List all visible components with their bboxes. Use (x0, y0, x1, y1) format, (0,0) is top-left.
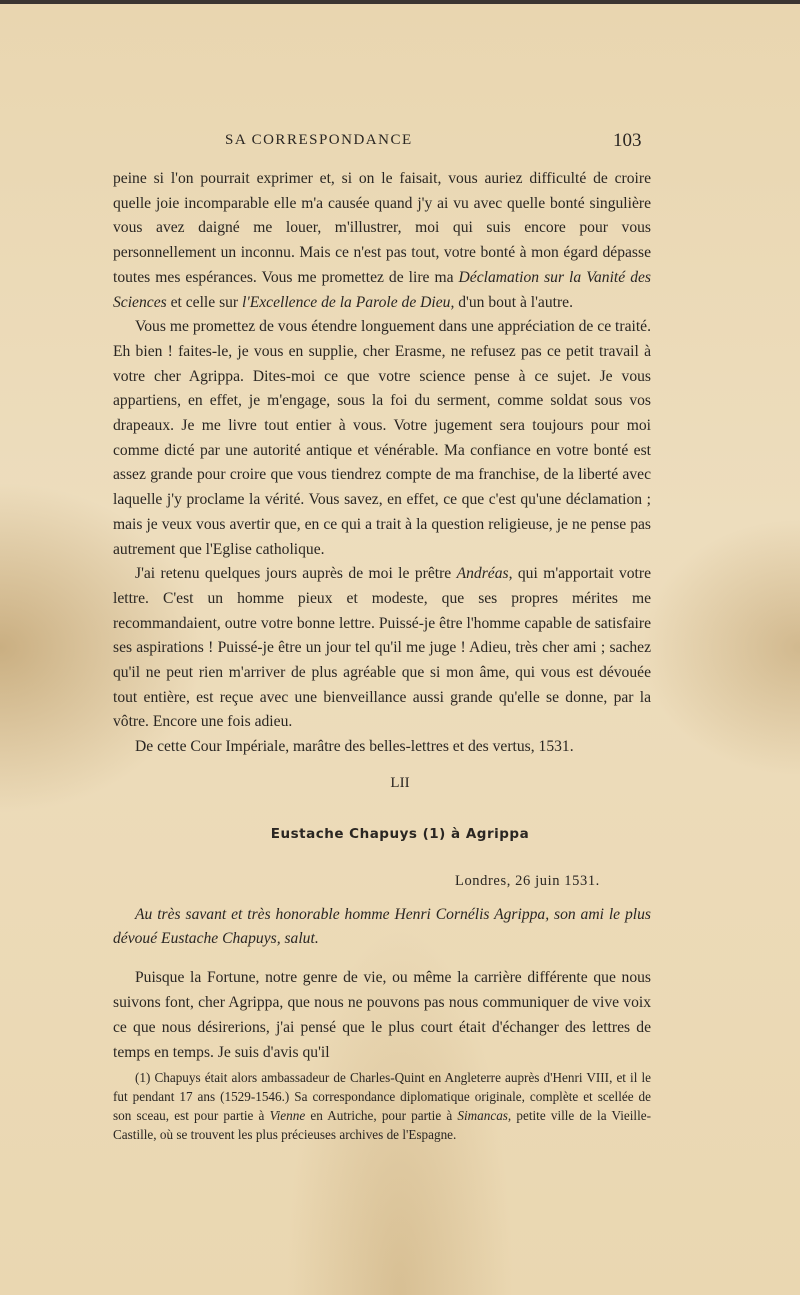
text-run: (1) Chapuys était alors ambassadeur de Charles-Quint en Angleterre auprès d'Henri VIII, et il le fut pendant 17 ans (1529-1546.) Sa correspondance diplomatique originale, complète et scellée de son sceau, est pour partie à (113, 1070, 651, 1123)
place-name: Vienne (269, 1108, 306, 1123)
place-date: Londres, 26 juin 1531. (455, 873, 600, 889)
paragraph-closing: De cette Cour Impériale, marâtre des belles-lettres et des vertus, 1531. (135, 738, 574, 756)
paragraph: Puisque la Fortune, notre genre de vie, ou même la carrière différente que nous suivons font, cher Agrippa, que nous ne pouvons pas nous communiquer de vive voix ce que nous désirerions, j'ai pensé que le plus court était d'échanger des lettres de temps en temps. Je suis d'avis qu'il (113, 969, 651, 1061)
page-number: 103 (613, 130, 642, 151)
text-run: petite ville de la Vieille-Castille, où se trouvent les plus précieuses archives de l'Espagne. (113, 1108, 651, 1142)
text-run: d'un bout à l'autre. (454, 293, 573, 311)
text-run: et celle sur (166, 293, 243, 311)
book-title: l'Excellence de la Parole de Dieu, (242, 293, 455, 311)
footnote-text (113, 1068, 651, 1144)
person-name: Andréas, (456, 565, 513, 583)
text-run: en Autriche, pour partie à (305, 1108, 458, 1123)
text-run: peine si l'on pourrait exprimer et, si on le faisait, vous auriez difficulté de croire quelle joie incomparable elle m'a causée quand j'y ai vu avec quelle bonté singulière vous avez daigné me louer, m'illustrer, moi qui suis encore pour vous personnellement un inconnu. Mais ce n'est pas tout, votre bonté à mon égard dépasse toutes mes espérances. Vous me promettez de lire ma (113, 170, 651, 286)
letter-number: LII (390, 775, 410, 791)
salutation: Au très savant et très honorable homme Henri Cornélis Agrippa, son ami le plus dévoué Eustache Chapuys, salut. (113, 906, 651, 947)
letter-body (113, 965, 651, 1065)
running-head (0, 130, 800, 152)
paragraph (113, 562, 651, 735)
paragraph: Vous me promettez de vous étendre longuement dans une appréciation de ce traité. Eh bien ! faites-le, je vous en supplie, cher Erasme, ne refusez pas ce petit travail à votre cher Agrippa. Dites-moi ce que votre science pense à ce sujet. Je vous appartiens, en effet, je m'engage, sous la foi du serment, comme soldat sous vos drapeaux. Je me livre tout entier à vous. Votre jugement sera toujours pour moi comme dicté par une autorité antique et vénérable. Ma confiance en votre bonté est assez grande pour croire que vous tiendrez compte de ma franchise, de la liberté avec laquelle j'y proclame la vérité. Vous savez, en effet, ce que c'est qu'une déclamation ; mais je veux vous avertir que, en ce qui a trait à la question religieuse, je ne pense pas autrement que l'Eglise catholique. (113, 318, 651, 558)
text-run: J'ai retenu quelques jours auprès de moi le prêtre (135, 565, 457, 583)
letter-continuation (113, 167, 651, 760)
place-name: Simancas, (457, 1108, 512, 1123)
paragraph (113, 167, 651, 315)
text-run: qui m'apportait votre lettre. C'est un homme pieux et modeste, que ses propres mérites me recommandaient, outre votre bonne lettre. Puissé-je être l'homme capable de satisfaire ses aspirations ! Puissé-je être un jour tel qu'il me juge ! Adieu, très cher ami ; sachez qu'il ne peut rien m'arriver de plus agréable que si mon âme, qui vous est dévouée tout entière, est reçue avec une bienveillance aussi grande qu'elle se donne, par la vôtre. Encore une fois adieu. (113, 565, 651, 731)
footnote (113, 1068, 651, 1144)
running-title: SA CORRESPONDANCE (225, 132, 413, 148)
letter-heading: Eustache Chapuys (1) à Agrippa (270, 826, 530, 842)
book-title: Déclamation sur la Vanité des Sciences (113, 268, 651, 311)
